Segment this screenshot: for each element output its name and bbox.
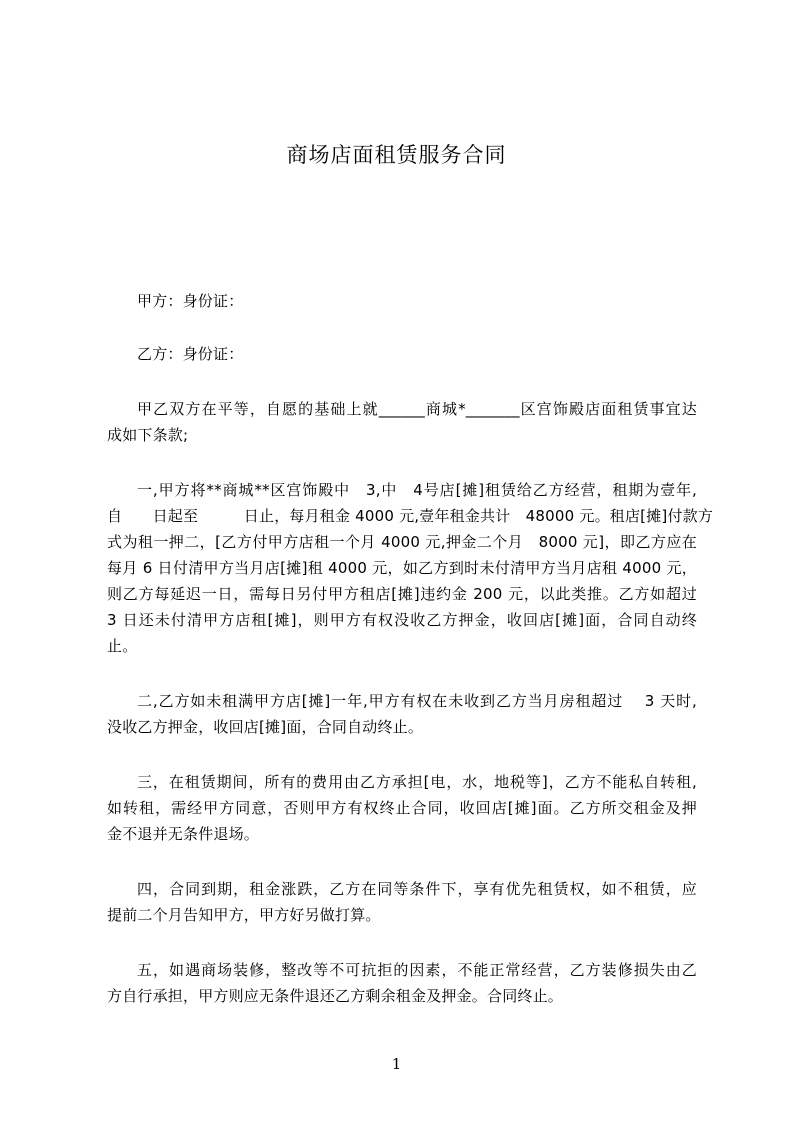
clause3-line-3: 金不退并无条件退场。 (107, 825, 260, 843)
clause1-line-7: 止。 (107, 637, 138, 655)
clause4-line-2: 提前二个月告知甲方，甲方好另做打算。 (107, 906, 381, 924)
intro-line-1: 甲乙双方在平等，自愿的基础上就______商城*_______区宫饰殿店面租赁事宜达 (137, 400, 697, 418)
party-a-line: 甲方：身份证： (137, 292, 244, 310)
clause3-line-2: 如转租，需经甲方同意，否则甲方有权终止合同，收回店[摊]面。乙方所交租金及押 (107, 799, 697, 817)
clause1-line-6: 3 日还未付清甲方店租[摊]，则甲方有权没收乙方押金，收回店[摊]面，合同自动终 (107, 611, 697, 629)
clause5-line-1: 五，如遇商场装修，整改等不可抗拒的因素，不能正常经营，乙方装修损失由乙 (137, 961, 697, 979)
clause1-line-1: 一,甲方将**商城**区宫饰殿中 3,中 4号店[摊]租赁给乙方经营，租期为壹年, (137, 481, 697, 499)
clause1-line-4: 每月 6 日付清甲方当月店[摊]租 4000 元，如乙方到时未付清甲方当月店租 4000 元， (107, 559, 697, 577)
clause3-line-1: 三，在租赁期间，所有的费用由乙方承担[电，水，地税等]，乙方不能私自转租, (137, 773, 697, 791)
intro-line-2: 成如下条款; (107, 426, 189, 444)
party-b-line: 乙方：身份证： (137, 345, 244, 363)
clause2-line-1: 二,乙方如未租满甲方店[摊]一年,甲方有权在未收到乙方当月房租超过 3 天时, (137, 692, 697, 710)
clause4-line-1: 四，合同到期，租金涨跌，乙方在同等条件下，享有优先租赁权，如不租赁，应 (137, 880, 697, 898)
clause2-line-2: 没收乙方押金，收回店[摊]面，合同自动终止。 (107, 718, 424, 736)
clause1-line-2: 自 日起至 日止，每月租金 4000 元,壹年租金共计 48000 元。租店[摊]付款方 (107, 507, 714, 525)
clause5-line-2: 方自行承担，甲方则应无条件退还乙方剩余租金及押金。合同终止。 (107, 987, 564, 1005)
clause1-line-3: 式为租一押二，[乙方付甲方店租一个月 4000 元,押金二个月 8000 元]，即乙方应在 (107, 533, 697, 551)
page-number: 1 (391, 1055, 402, 1073)
document-title: 商场店面租赁服务合同 (286, 143, 507, 167)
clause1-line-5: 则乙方每延迟一日，需每日另付甲方租店[摊]违约金 200 元，以此类推。乙方如超过 (107, 585, 697, 603)
